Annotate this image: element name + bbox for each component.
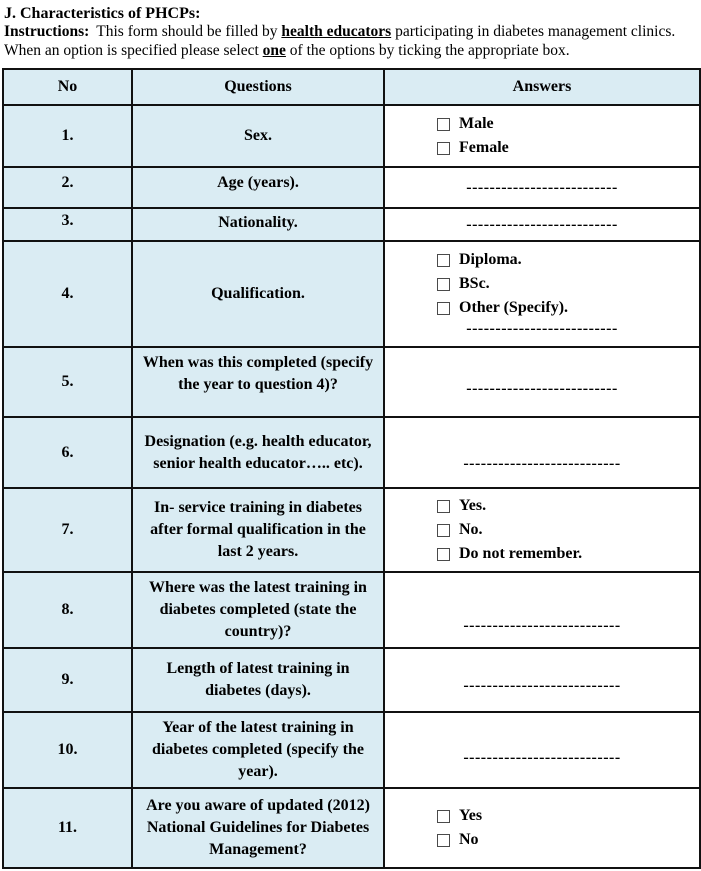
question-text: Are you aware of updated (2012) National Guidelines for Diabetes Management?	[132, 788, 384, 868]
table-row	[3, 105, 700, 167]
row-number: 4.	[3, 241, 132, 347]
table-row	[3, 167, 700, 208]
table-row	[3, 788, 700, 868]
row-number: 9.	[3, 648, 132, 712]
checkbox-label: Other (Specify).	[459, 299, 569, 316]
checkbox-option-diploma[interactable]	[437, 248, 693, 272]
checkbox-label: No	[459, 831, 479, 848]
instructions-highlight: one	[262, 41, 286, 59]
checkbox-option-male[interactable]	[437, 112, 693, 136]
row-number: 10.	[3, 712, 132, 788]
answer-blank-line[interactable]: --------------------------	[466, 179, 618, 196]
question-text: Where was the latest training in diabetes completed (state the country)?	[132, 572, 384, 648]
checkbox-option-yes[interactable]	[437, 804, 693, 828]
answer-blank-line[interactable]: ---------------------------	[463, 677, 621, 694]
instructions-text: participating in diabetes management clinics.	[391, 23, 676, 40]
instructions-line-1	[4, 23, 697, 42]
answer-blank-line[interactable]: ---------------------------	[463, 455, 621, 472]
document-header	[2, 4, 699, 68]
questionnaire-table	[2, 68, 701, 869]
checkbox-label: BSc.	[459, 275, 490, 292]
checkbox-label: Yes.	[459, 497, 487, 514]
checkbox-icon[interactable]	[437, 548, 450, 561]
instructions-text: When an option is specified please select	[4, 41, 263, 59]
instructions-label: Instructions:	[4, 23, 90, 40]
answer-blank-line[interactable]: ---------------------------	[463, 617, 621, 634]
row-number: 2.	[3, 167, 132, 208]
checkbox-option-do-not-remember[interactable]	[437, 542, 693, 566]
table-row	[3, 208, 700, 241]
answer-blank-line[interactable]: --------------------------	[466, 216, 618, 233]
answer-blank-line[interactable]: --------------------------	[466, 380, 618, 397]
row-number: 1.	[3, 105, 132, 167]
question-text: Sex.	[132, 105, 384, 167]
instructions-highlight: health educators	[281, 23, 392, 40]
checkbox-icon[interactable]	[437, 524, 450, 537]
checkbox-icon[interactable]	[437, 254, 450, 267]
question-text: Age (years).	[132, 167, 384, 208]
checkbox-icon[interactable]	[437, 118, 450, 131]
table-row	[3, 572, 700, 648]
row-number: 5.	[3, 347, 132, 417]
instructions-line-2	[4, 42, 697, 61]
checkbox-option-no[interactable]	[437, 828, 693, 852]
checkbox-icon[interactable]	[437, 834, 450, 847]
table-header-row	[3, 69, 700, 105]
checkbox-icon[interactable]	[437, 302, 450, 315]
checkbox-label: Male	[459, 115, 494, 132]
checkbox-option-no[interactable]	[437, 518, 693, 542]
checkbox-option-female[interactable]	[437, 136, 693, 160]
table-row	[3, 648, 700, 712]
checkbox-option-bsc[interactable]	[437, 272, 693, 296]
question-text: Nationality.	[132, 208, 384, 241]
row-number: 7.	[3, 488, 132, 572]
checkbox-label: Yes	[459, 807, 483, 824]
table-row	[3, 347, 700, 417]
question-text: Year of the latest training in diabetes completed (specify the year).	[132, 712, 384, 788]
question-text: Qualification.	[132, 241, 384, 347]
column-header-questions: Questions	[132, 69, 384, 105]
question-text: Length of latest training in diabetes (days).	[132, 648, 384, 712]
row-number: 3.	[3, 208, 132, 241]
checkbox-label: Female	[459, 139, 509, 156]
checkbox-icon[interactable]	[437, 500, 450, 513]
table-row	[3, 417, 700, 488]
row-number: 11.	[3, 788, 132, 868]
question-text: In- service training in diabetes after formal qualification in the last 2 years.	[132, 488, 384, 572]
question-text: Designation (e.g. health educator, senior health educator….. etc).	[132, 417, 384, 488]
question-text: When was this completed (specify the year to question 4)?	[132, 347, 384, 417]
checkbox-label: Do not remember.	[459, 545, 583, 562]
table-row	[3, 241, 700, 347]
row-number: 6.	[3, 417, 132, 488]
page-title: J. Characteristics of PHCPs:	[4, 5, 201, 22]
checkbox-icon[interactable]	[437, 142, 450, 155]
checkbox-option-other[interactable]	[437, 296, 693, 320]
column-header-no: No	[3, 69, 132, 105]
checkbox-option-yes[interactable]	[437, 494, 693, 518]
instructions-text: of the options by ticking the appropriate box.	[285, 41, 570, 59]
instructions-text: This form should be filled by	[96, 23, 282, 40]
checkbox-icon[interactable]	[437, 810, 450, 823]
answer-blank-line[interactable]: --------------------------	[466, 320, 618, 337]
table-row	[3, 488, 700, 572]
table-row	[3, 712, 700, 788]
checkbox-label: Diploma.	[459, 251, 522, 268]
checkbox-icon[interactable]	[437, 278, 450, 291]
answer-blank-line[interactable]: ---------------------------	[463, 749, 621, 766]
row-number: 8.	[3, 572, 132, 648]
column-header-answers: Answers	[384, 69, 700, 105]
checkbox-label: No.	[459, 521, 483, 538]
